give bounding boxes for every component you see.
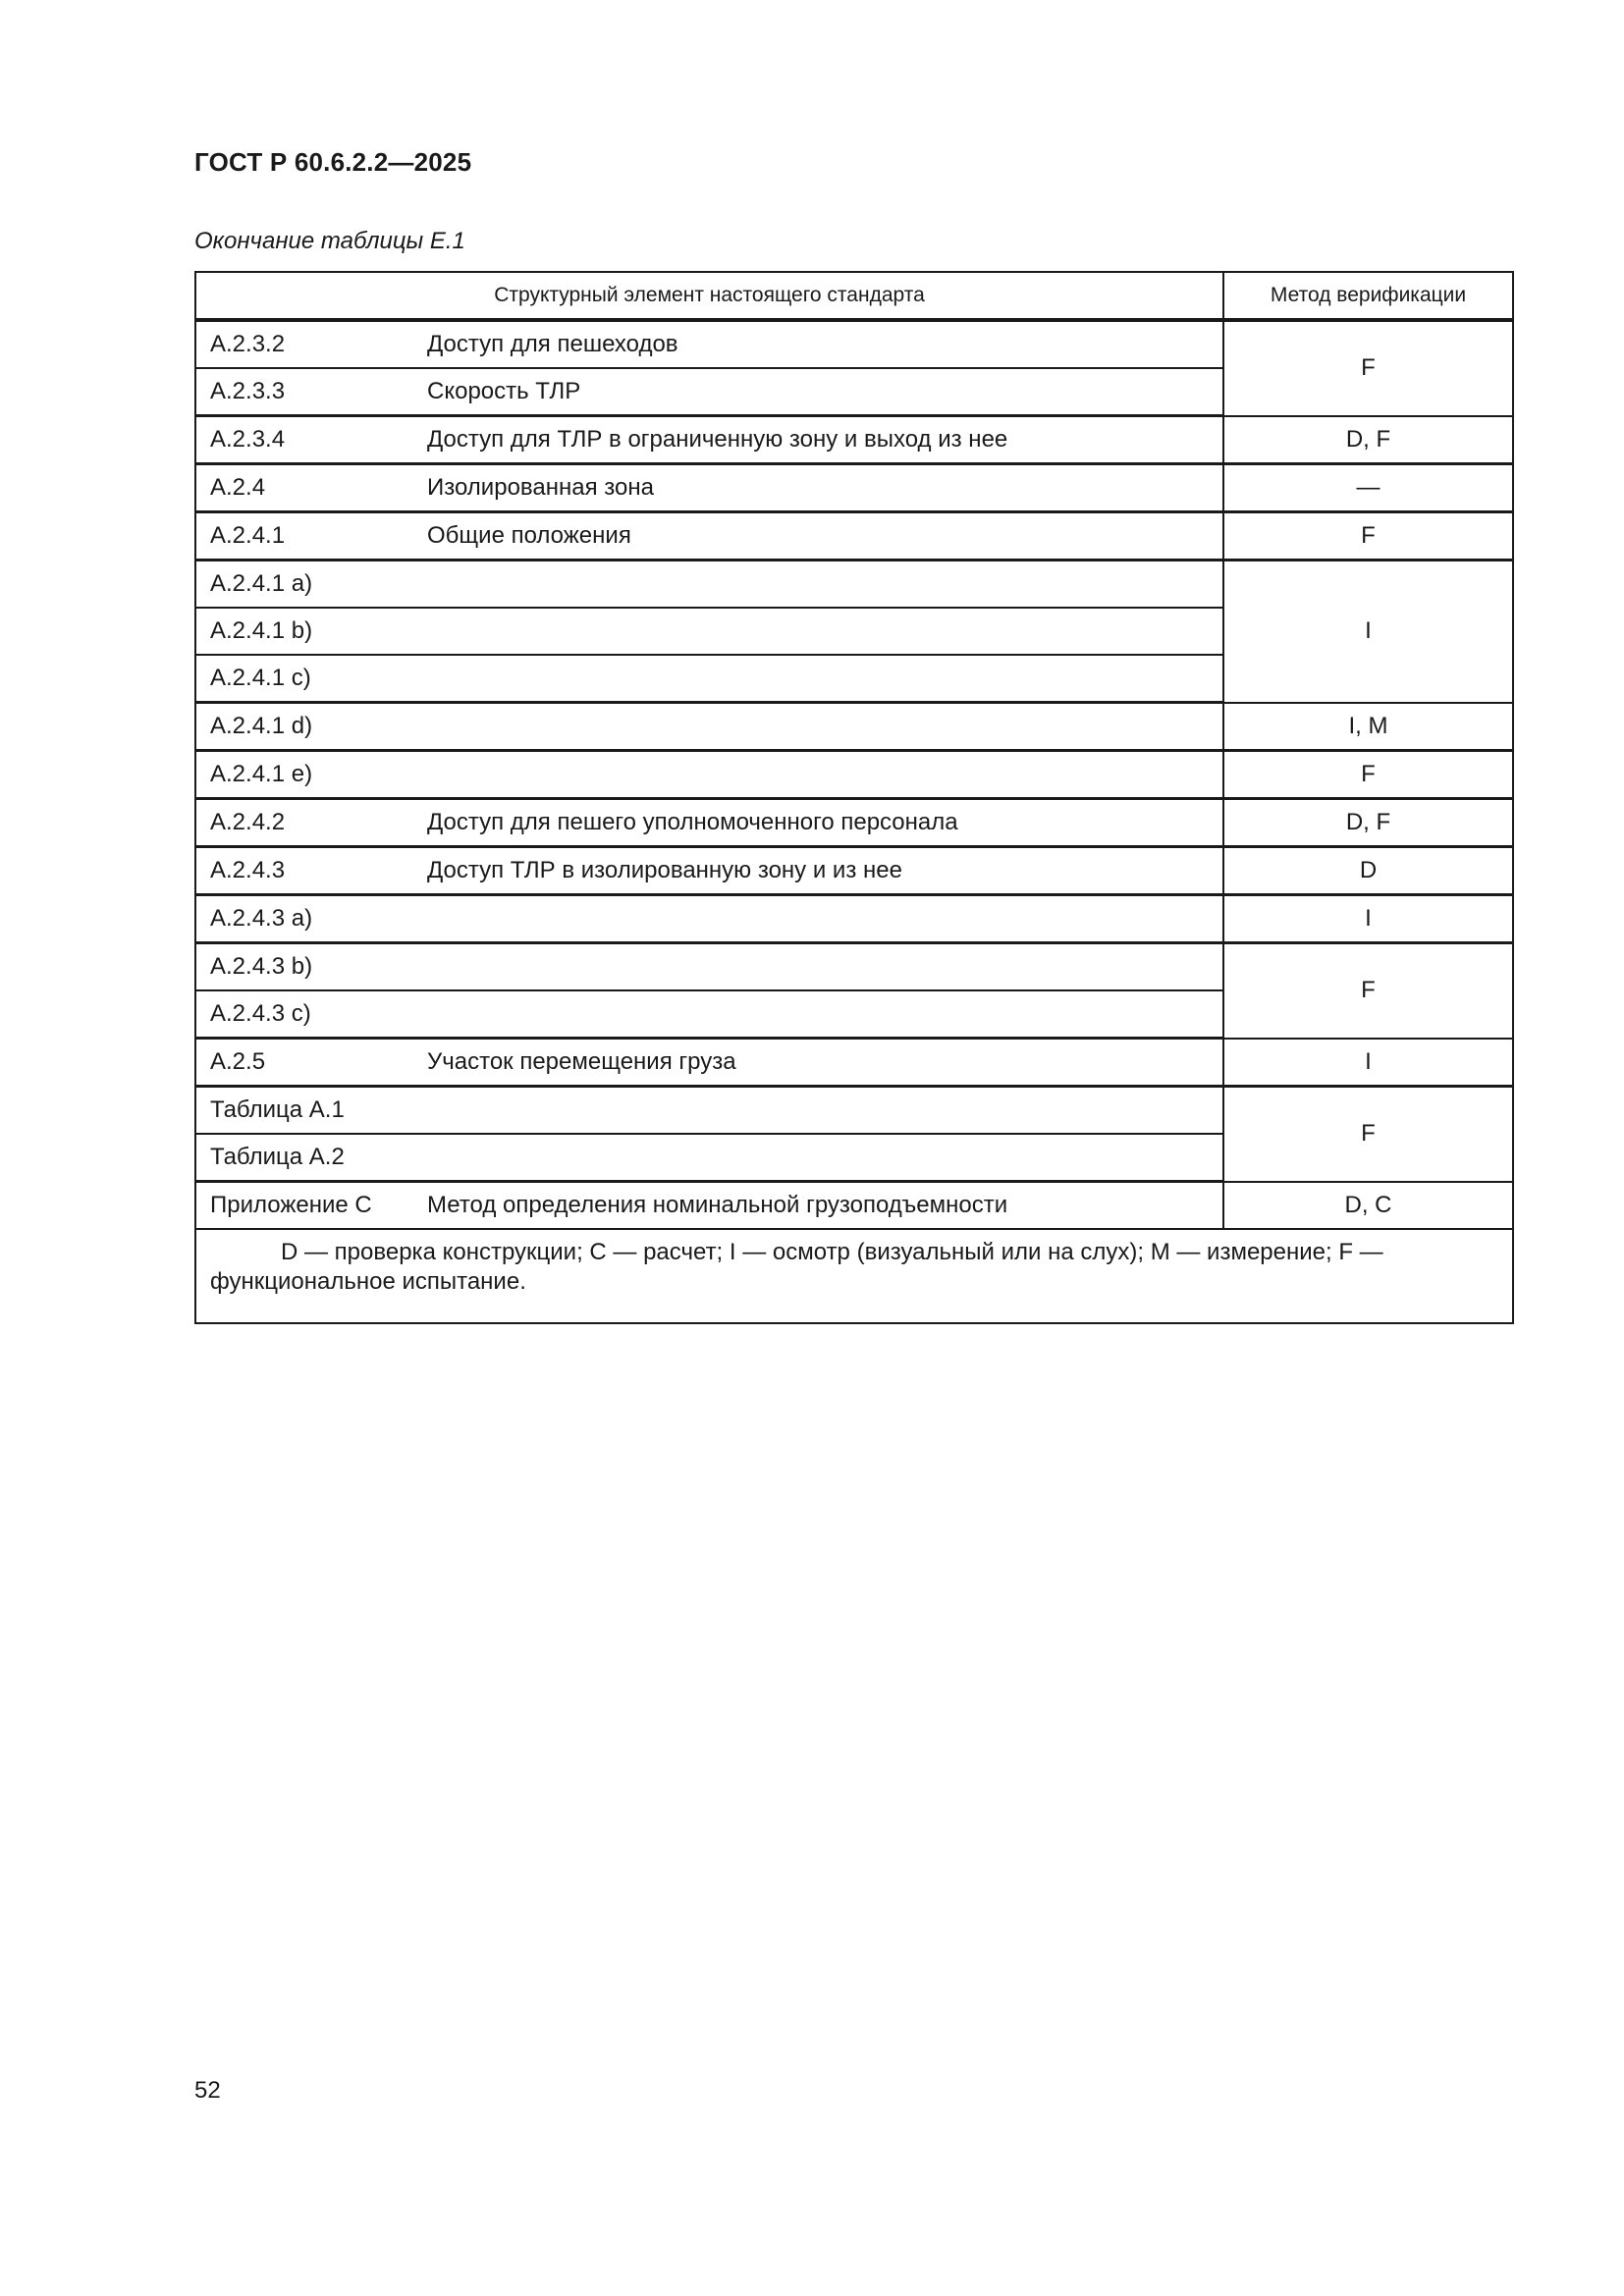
row-title: Доступ для ТЛР в ограниченную зону и выход из нее [427,416,1223,464]
row-title: Участок перемещения груза [427,1039,1223,1087]
column-header-element: Структурный элемент настоящего стандарта [195,272,1223,320]
row-title: Метод определения номинальной грузоподъемности [427,1182,1223,1230]
row-method: D, F [1223,416,1513,464]
row-code: А.2.4 [195,464,427,512]
row-title: Доступ для пешего уполномоченного персонала [427,799,1223,847]
row-code: А.2.4.1 a) [195,561,427,609]
row-method: F [1223,1087,1513,1182]
table-row [195,416,1513,464]
row-title [427,751,1223,799]
row-code: А.2.4.3 a) [195,895,427,943]
row-method: I [1223,1039,1513,1087]
row-method: I [1223,561,1513,703]
row-code: Приложение С [195,1182,427,1230]
row-title [427,1087,1223,1135]
row-title: Доступ ТЛР в изолированную зону и из нее [427,847,1223,895]
row-method: — [1223,464,1513,512]
table-row [195,799,1513,847]
table-header-row [195,272,1513,320]
row-method: D, F [1223,799,1513,847]
row-method: D [1223,847,1513,895]
page-number: 52 [194,2077,221,2104]
row-code: А.2.4.3 b) [195,943,427,991]
row-code: А.2.4.3 c) [195,990,427,1039]
verification-table [194,271,1514,1324]
table-row [195,1039,1513,1087]
row-title: Доступ для пешеходов [427,320,1223,368]
column-header-method: Метод верификации [1223,272,1513,320]
row-title [427,703,1223,751]
row-code: А.2.4.1 e) [195,751,427,799]
table-caption: Окончание таблицы Е.1 [194,228,465,254]
row-title [427,561,1223,609]
row-method: F [1223,320,1513,416]
row-code: А.2.4.3 [195,847,427,895]
row-title [427,1134,1223,1182]
table-row [195,1182,1513,1230]
table-row [195,943,1513,991]
table-row [195,512,1513,561]
table-row [195,1087,1513,1135]
row-code: Таблица А.2 [195,1134,427,1182]
table-row [195,703,1513,751]
row-title: Общие положения [427,512,1223,561]
row-method: F [1223,751,1513,799]
row-title [427,990,1223,1039]
row-code: А.2.4.1 [195,512,427,561]
table-note-row [195,1229,1513,1323]
row-code: А.2.5 [195,1039,427,1087]
row-code: А.2.3.3 [195,368,427,416]
table-row [195,320,1513,368]
table-row [195,895,1513,943]
row-title [427,895,1223,943]
row-title: Скорость ТЛР [427,368,1223,416]
row-method: I, M [1223,703,1513,751]
table-row [195,751,1513,799]
row-title [427,608,1223,655]
table-row [195,847,1513,895]
row-code: А.2.3.2 [195,320,427,368]
row-code: Таблица А.1 [195,1087,427,1135]
document-code: ГОСТ Р 60.6.2.2—2025 [194,147,472,177]
row-method: F [1223,512,1513,561]
row-method: D, C [1223,1182,1513,1230]
row-code: А.2.4.1 b) [195,608,427,655]
table-row [195,464,1513,512]
row-method: F [1223,943,1513,1039]
row-code: А.2.3.4 [195,416,427,464]
row-title [427,943,1223,991]
row-code: А.2.4.2 [195,799,427,847]
table-row [195,561,1513,609]
row-code: А.2.4.1 d) [195,703,427,751]
row-method: I [1223,895,1513,943]
row-code: А.2.4.1 c) [195,655,427,703]
row-title: Изолированная зона [427,464,1223,512]
row-title [427,655,1223,703]
table-note: D — проверка конструкции; C — расчет; I — осмотр (визуальный или на слух); M — измерение; F — функциональное испытание. [195,1229,1513,1323]
